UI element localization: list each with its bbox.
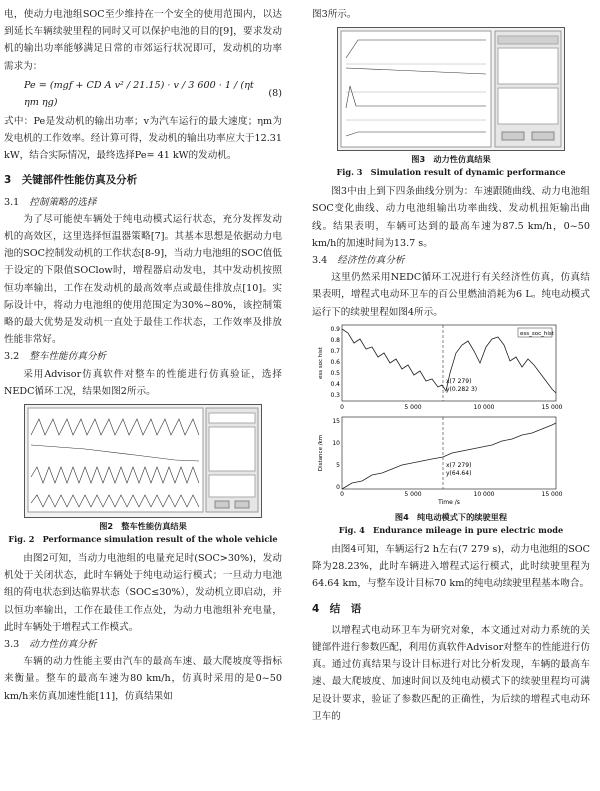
paragraph: 由图4可知，车辆运行2 h左右(7 279 s)，动力电池组的SOC降为28.23%，此时车辆进入增程式运行模式，此时续驶里程为64.64 km，与整车设计目标70 km的纯电动续驶里程基本吻合。: [312, 544, 591, 590]
paragraph: 以增程式电动环卫车为研究对象，本文通过对动力系统的关键部件进行参数匹配，利用仿真软件Advisor对整车的性能进行仿真。通过仿真结果与设计目标进行对比分析发现，车辆的最高车速、最大爬坡度、加速时间以及纯电动模式下的续驶里程均可满足设计要求，验证了参数匹配的正确性，为后续的增程式电动环卫车的: [312, 624, 590, 722]
distance-plot-frame: [342, 417, 556, 489]
distance-xticks: [340, 491, 563, 498]
soc-ytick: 0.6: [330, 358, 340, 366]
paragraph: 式中：Pe是发动机的输出功率；v为汽车运行的最大速度；ηm为发电机的工作效率。经计算可得，发动机的输出功率应大于12.31 kW，结合实际情况，最终选择Pe= 41 kW的发动机。: [4, 115, 282, 162]
figure-2-caption-en: Fig. 2 Performance simulation result of the whole vehicle: [8, 534, 278, 545]
soc-annotation-y: y(0.282 3): [446, 385, 478, 393]
soc-xtick: 15 000: [541, 403, 563, 411]
soc-ytick: 0.3: [330, 391, 340, 399]
subsection-heading: [4, 348, 282, 365]
paragraph: 图3所示。: [312, 9, 357, 20]
soc-legend: ess_soc_hist: [520, 330, 554, 337]
distance-xtick: 5 000: [404, 490, 422, 498]
figure-4-caption-en: Fig. 4 Endurance mileage in pure electric mode: [338, 525, 564, 536]
subsection-number: 3.3: [4, 639, 20, 651]
soc-xtick: 5 000: [404, 403, 422, 411]
figure-4-caption-cn: 图4 纯电动模式下的续驶里程: [394, 512, 508, 523]
paragraph: 采用Advisor仿真软件对整车的性能进行仿真验证，选择NEDC循环工况，结果如图2所示。: [4, 368, 282, 397]
distance-ylabel: Distance /km: [318, 434, 324, 471]
subsection-title: 经济性仿真分析: [337, 255, 405, 267]
soc-ytick: 0.9: [330, 325, 340, 333]
distance-xlabel: Time /s: [438, 498, 460, 505]
distance-annotation-x: x(7 279): [446, 461, 472, 469]
subsection-number: 3.4: [312, 255, 328, 267]
subsection-title: 整车性能仿真分析: [29, 351, 107, 363]
figure-3-screenshot: [337, 27, 565, 151]
figure-2-caption-cn: 图2 整车性能仿真结果: [99, 521, 187, 532]
subsection-title: 控制策略的选择: [29, 196, 97, 208]
power-formula: [4, 79, 282, 109]
figure-3-caption-en: Fig. 3 Simulation result of dynamic performance: [336, 167, 566, 178]
distance-xtick: 0: [340, 490, 344, 498]
subsection-heading: [4, 194, 282, 211]
figure-4-svg: [312, 323, 590, 505]
soc-xtick: 0: [340, 403, 344, 411]
section-heading: 3 关键部件性能仿真及分析: [4, 174, 138, 187]
subsection-heading: [4, 636, 282, 653]
distance-yticks: [332, 418, 340, 491]
formula-body: Pe = (mgf + CD A v² / 21.15) · v / 3 600 · 1 / (ηt ηm ηg): [24, 79, 254, 108]
distance-ytick: 10: [332, 439, 340, 447]
figure-4-chart: [312, 323, 590, 511]
distance-ytick: 5: [336, 461, 340, 469]
paragraph: 电，使动力电池组SOC至少维持在一个安全的使用范围内，以达到延长车辆续驶里程的同时又可以保护电池的目的[9]，要求发动机的输出功率能够满足日常的市郊运行状况即可，发动机的功率需求为：: [4, 9, 282, 72]
right-column: [312, 6, 590, 725]
soc-xticks: [340, 404, 563, 411]
soc-ytick: 0.4: [330, 380, 340, 388]
figure-3-caption-cn: 图3 动力性仿真结果: [411, 154, 491, 165]
soc-ytick: 0.5: [330, 369, 340, 377]
soc-yticks: [330, 326, 340, 399]
figure-3-graphic: [338, 28, 564, 150]
soc-ylabel: ess soc hist: [318, 346, 324, 379]
distance-xtick: 15 000: [541, 490, 563, 498]
formula-number: (8): [268, 88, 282, 100]
paragraph: 这里仍然采用NEDC循环工况进行有关经济性仿真，仿真结果表明，增程式电动环卫车的百公里燃油消耗为6 L。纯电动模式运行下的续驶里程如图4所示。: [312, 272, 590, 318]
soc-ytick: 0.8: [330, 336, 340, 344]
paragraph: 由图2可知，当动力电池组的电量充足时(SOC>30%)，发动机处于关闭状态，此时车辆处于纯电动运行模式；一旦动力电池组的荷电状态到达临界状态（SOC≤30%），发动机立即启动，并以恒功率输出，工作在最佳工作点处，为动力电池组补充电量，此时车辆处于增程式工作模式。: [4, 553, 282, 633]
figure-2-graphic: [25, 405, 261, 517]
subsection-heading: [312, 252, 590, 269]
section-heading: 4 结 语: [312, 602, 362, 615]
paragraph: 图3中由上到下四条曲线分别为：车速跟随曲线、动力电池组SOC变化曲线、动力电池组输出功率曲线、发动机扭矩输出曲线。结果表明，车辆可达到的最高车速为87.5 km/h，0~50 km/h的加速时间为13.7 s。: [312, 186, 590, 249]
subsection-title: 动力性仿真分析: [29, 639, 97, 651]
distance-annotation-y: y(64.64): [446, 469, 472, 477]
distance-xtick: 10 000: [473, 490, 495, 498]
distance-curve: [342, 423, 556, 489]
subsection-number: 3.1: [4, 196, 20, 208]
soc-annotation-x: x(7 279): [446, 377, 472, 385]
soc-ytick: 0.7: [330, 347, 340, 355]
distance-ytick: 15: [332, 417, 340, 425]
soc-xtick: 10 000: [473, 403, 495, 411]
left-column: [4, 6, 282, 705]
paragraph: 为了尽可能使车辆处于纯电动模式运行状态，充分发挥发动机的高效区，这里选择恒温器策略[7]。其基本思想是依据动力电池的SOC控制发动机的工作状态[8-9]，当动力电池组的SOC值低于设定的下限值SOClow时，增程器启动发电，其中发动机按照恒功率输出，工作在发动机的最高效率点或最佳排放点[10]。实际设计中，将动力电池组的使用范围定为30%~80%，该控制策略的最大优势是发动机一直处于最佳工作状态，工作效率及排放性能非常好。: [4, 213, 282, 346]
distance-ytick: 0: [336, 483, 340, 491]
subsection-number: 3.2: [4, 351, 20, 363]
paragraph: 车辆的动力性能主要由汽车的最高车速、最大爬坡度等指标来衡量。整车的最高车速为80 km/h，仿真时采用的是0~50 km/h来仿真加速性能[11]，仿真结果如: [4, 656, 282, 702]
figure-2-screenshot: [24, 404, 262, 518]
